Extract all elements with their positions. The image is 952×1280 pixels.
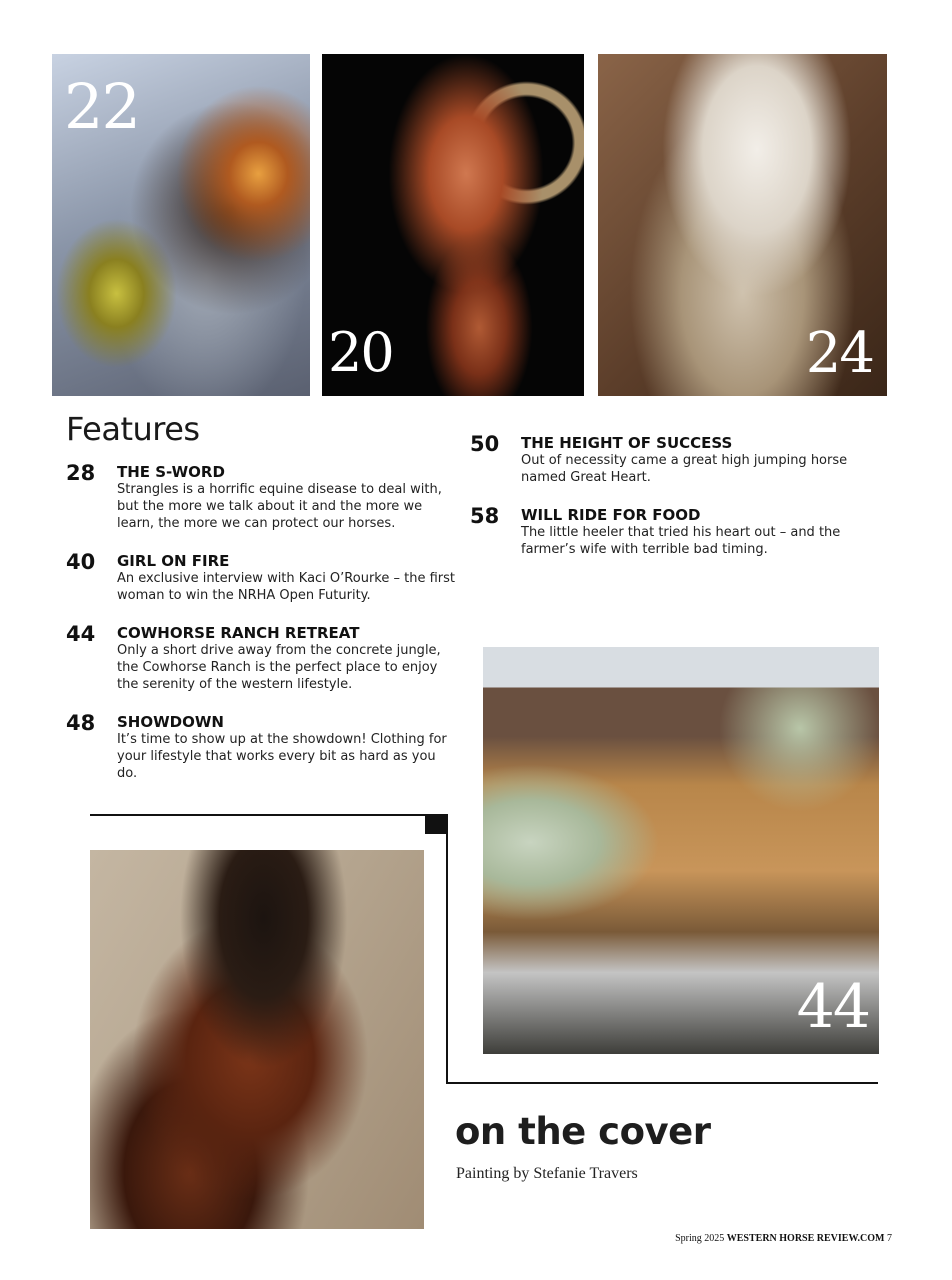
feature-page-number: 50	[470, 432, 500, 456]
frame-rule-vertical	[446, 814, 448, 1084]
feature-entry[interactable]	[66, 624, 458, 696]
photo-page-number: 22	[64, 70, 139, 143]
photo-page-number: 20	[328, 321, 393, 384]
frame-rule-bottom	[446, 1082, 878, 1084]
feature-description: The little heeler that tried his heart out – and the farmer’s wife with terrible bad timing.	[521, 525, 841, 557]
feature-entry[interactable]	[66, 552, 458, 606]
feature-page-number: 44	[66, 622, 96, 646]
campfire-photo	[52, 54, 310, 396]
feature-description: Out of necessity came a great high jumping horse named Great Heart.	[521, 453, 848, 485]
cowboy-hat-photo	[598, 54, 887, 396]
feature-title: THE S-WORD	[117, 463, 225, 481]
feature-title: GIRL ON FIRE	[117, 552, 230, 570]
feature-page-number: 40	[66, 550, 96, 574]
cover-horse-painting	[90, 850, 424, 1229]
feature-entry[interactable]	[66, 713, 458, 785]
feature-title: THE HEIGHT OF SUCCESS	[521, 434, 733, 452]
cover-credit: Painting by Stefanie Travers	[456, 1165, 638, 1182]
feature-entry[interactable]	[470, 434, 862, 488]
folio-page-number: 7	[887, 1233, 892, 1244]
feature-title: SHOWDOWN	[117, 713, 224, 731]
folio-issue: Spring 2025	[675, 1233, 725, 1244]
frame-rule-top	[90, 814, 448, 816]
kitchen-photo	[483, 647, 879, 1054]
feature-description: Only a short drive away from the concrete jungle, the Cowhorse Ranch is the perfect place to enjoy the serenity of the western lifestyle.	[117, 643, 441, 692]
photo-page-number: 24	[805, 321, 873, 386]
features-heading: Features	[66, 410, 200, 448]
feature-entry[interactable]	[66, 463, 458, 535]
photo-page-number: 44	[796, 972, 869, 1042]
feature-title: COWHORSE RANCH RETREAT	[117, 624, 360, 642]
feature-page-number: 58	[470, 504, 500, 528]
saddle-photo	[322, 54, 584, 396]
feature-description: It’s time to show up at the showdown! Clothing for your lifestyle that works every bit as hard as you do.	[117, 732, 447, 781]
feature-description: Strangles is a horrific equine disease to deal with, but the more we talk about it and the more we learn, the more we can protect our horses.	[117, 482, 442, 531]
folio-site: WESTERN HORSE REVIEW.COM	[726, 1233, 885, 1244]
page-folio	[675, 1233, 892, 1244]
frame-corner-square	[425, 814, 448, 834]
cover-heading: on the cover	[455, 1110, 711, 1153]
feature-page-number: 48	[66, 711, 96, 735]
feature-title: WILL RIDE FOR FOOD	[521, 506, 701, 524]
feature-page-number: 28	[66, 461, 96, 485]
feature-description: An exclusive interview with Kaci O’Rourke – the first woman to win the NRHA Open Futurity.	[117, 571, 455, 603]
feature-entry[interactable]	[470, 506, 862, 560]
